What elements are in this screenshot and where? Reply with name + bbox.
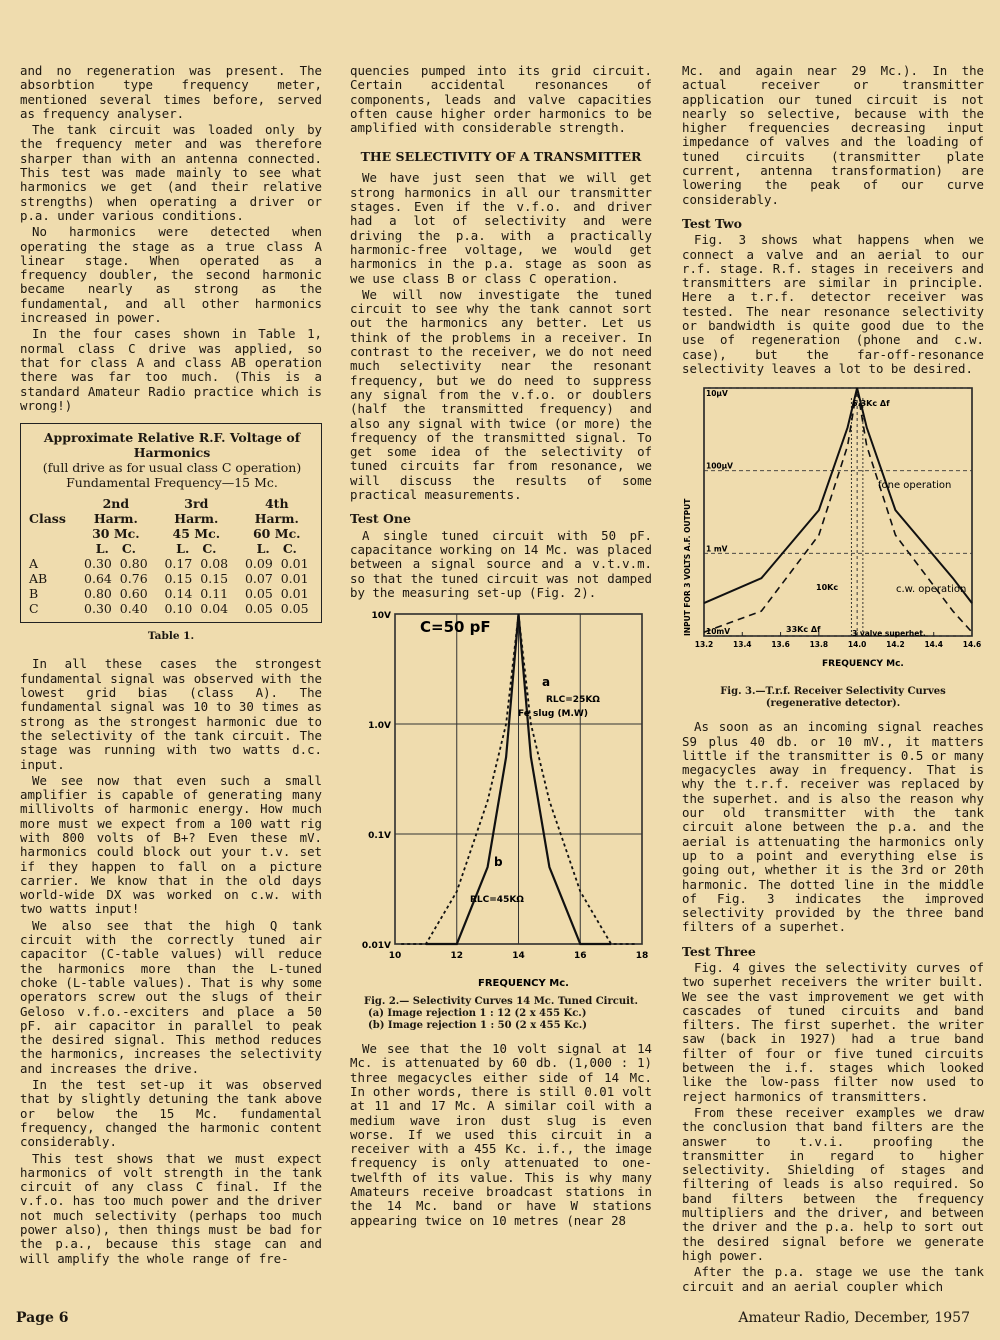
fig2-label-b: b xyxy=(494,855,503,870)
fig2-x-tick-label: 10 xyxy=(388,951,402,962)
subheading-test-two: Test Two xyxy=(682,215,743,231)
paragraph: The tank circuit was loaded only by the frequency meter and was therefore sharper than with an antenna connected. This test was made mainly to see what harmonics we get (and their relative strengths) when operating a driver or p.a. under various conditions. xyxy=(20,122,322,223)
fig3-label-63kc: 6.3Kc Δf xyxy=(852,399,890,409)
fig2-x-axis-label: FREQUENCY Mc. xyxy=(478,978,569,990)
paragraph: As soon as an incoming signal reaches S9 plus 40 db. or 10 mV., it matters little if the transmitter is 0.5 or many megacycles away in frequency. That is why the t.r.f. receiver was replaced by the superhet. and is also the reason why our old transmitter with the tank circuit alone between the p.a. and the aerial is attenuating the harmonics only up to a point and everything else is going out, whether it is the 3rd or 20th harmonic. The dotted line in the middle of Fig. 3 indicates the improved selectivity provided by the three band filters of a superhet. xyxy=(682,719,984,935)
fig3-y-tick-label: 10mV xyxy=(706,627,731,637)
table-1-box xyxy=(20,423,322,623)
subheading-test-one: Test One xyxy=(350,511,411,527)
fig2-y-tick-label: 1.0V xyxy=(368,721,391,732)
fig2-label-rlc-b: RLC=45KΩ xyxy=(470,895,524,906)
fig3-y-tick-label: 1 mV xyxy=(706,544,728,554)
table-fundamental: Fundamental Frequency—15 Mc. xyxy=(66,475,278,491)
table-cell: 0.30 0.80 xyxy=(84,556,148,572)
column-2 xyxy=(350,64,652,1230)
fig3-label-cw: c.w. operation xyxy=(896,584,967,596)
table-caption: Table 1. xyxy=(147,630,195,643)
fig2-y-tick-label: 0.1V xyxy=(368,831,391,842)
fig3-label-phone: fone operation xyxy=(878,480,952,492)
paragraph: In the test set-up it was observed that by slightly detuning the tank above or below the 15 Mc. fundamental frequency, changed the harmonic content considerably. xyxy=(20,1077,322,1150)
fig2-capacitance-label: C=50 pF xyxy=(420,618,491,637)
table-cell-class: B xyxy=(29,586,39,602)
table-cell: 0.05 0.05 xyxy=(244,601,309,617)
table-cell: 0.30 0.40 xyxy=(84,601,148,617)
column-1 xyxy=(20,64,322,1268)
table-row xyxy=(27,556,317,571)
paragraph: After the p.a. stage we use the tank circuit and an aerial coupler which xyxy=(682,1264,984,1294)
table-row xyxy=(27,571,317,586)
fig2-x-tick-label: 16 xyxy=(573,951,587,962)
paragraph: and no regeneration was present. The absorbtion type frequency meter, mentioned several times before, served as frequency analyser. xyxy=(20,63,322,121)
fig2-caption-text: Fig. 2.— Selectivity Curves 14 Mc. Tuned Circuit. xyxy=(363,996,639,1008)
paragraph: We see now that even such a small amplifier is capable of generating many millivolts of harmonic energy. How much more must we expect from a 100 watt rig with 800 volts of B+? Even these mV. harmonics could block out your t.v. set if they happen to fall on a picture carrier. We know that in the old days world-wide DX was worked on c.w. with two watts input! xyxy=(20,772,322,917)
paragraph: This test shows that we must expect harmonics of volt strength in the tank circuit of any class C final. If the v.f.o. has too much power and the driver not much selectivity (perhaps too much power also), then things must be bad for the p.a., because this stage can and will amplify the whole range of fre- xyxy=(20,1150,322,1266)
figure-2-chart xyxy=(350,604,652,994)
fig3-x-tick-label: 14.6 xyxy=(962,640,982,650)
table-subtitle: (full drive as for usual class C operation) xyxy=(42,460,302,476)
table-cell-class: A xyxy=(29,556,39,572)
table-header-cell: 60 Mc. xyxy=(252,526,301,542)
fig3-x-tick-label: 14.2 xyxy=(886,640,905,650)
fig3-x-tick-label: 13.8 xyxy=(809,640,829,650)
paragraph: We will now investigate the tuned circuit to see why the tank cannot sort out the harmonics any better. Let us think of the problems in a receiver. In contrast to the receiver, we do not need much selectivity near the resonant frequency, but we do need to suppress any signal from the v.f.o. or doublers (half the transmitted frequency) and also any signal with twice (or more) the frequency of the transmitted signal. To get some idea of the selectivity of tuned circuits far from resonance, we will discuss the results of some practical measurements. xyxy=(350,286,652,503)
paragraph: In all these cases the strongest fundamental signal was observed with the lowest grid bias (class A). The fundamental signal was 10 to 30 times as strong as the strongest harmonic due to the selectivity of the tank circuit. The stage was running with two watts d.c. input. xyxy=(20,656,322,772)
table-cell: 0.80 0.60 xyxy=(84,586,148,602)
fig2-label-rlc-a: RLC=25KΩ xyxy=(546,695,600,706)
paragraph: Fig. 3 shows what happens when we connect a valve and an aerial to our r.f. stage. R.f. stages in receivers and transmitters are similar in principle. Here a t.r.f. detector receiver was tested. The near resonance selectivity or bandwidth is quite good due to the use of regeneration (phone and c.w. case), but the far-off-resonance selectivity leaves a lot to be desired. xyxy=(682,232,984,376)
section-heading: THE SELECTIVITY OF A TRANSMITTER xyxy=(360,149,642,165)
table-header-cell: 2nd xyxy=(102,496,130,512)
table-cell: 0.09 0.01 xyxy=(244,556,309,572)
fig2-y-tick-label: 10V xyxy=(371,611,391,622)
table-header-cell: Harm. xyxy=(174,511,219,527)
journal-footer: Amateur Radio, December, 1957 xyxy=(738,1310,970,1326)
paragraph: No harmonics were detected when operating the stage as a true class A linear stage. When operated as a frequency doubler, the second harmonic became nearly as strong as the fundamental, and all other harmonics increased in power. xyxy=(20,224,322,326)
paragraph: quencies pumped into its grid circuit. Certain accidental resonances of components, leads and valve capacities often cause higher order harmonics to be amplified with considerable strength. xyxy=(350,63,652,136)
paragraph: In the four cases shown in Table 1, normal class C drive was applied, so that for class A and class AB operation there was far too much. (This is a standard Amateur Radio practice which is wrong!) xyxy=(20,326,322,413)
table-cell: 0.17 0.08 xyxy=(164,556,229,572)
table-cell: 0.07 0.01 xyxy=(244,571,309,587)
table-cell-class: AB xyxy=(29,571,48,587)
fig2-label-a: a xyxy=(542,675,551,690)
table-header-cell: Harm. xyxy=(254,511,299,527)
table-header-cell: 30 Mc. xyxy=(92,526,140,542)
subheading-test-three: Test Three xyxy=(682,943,756,959)
table-cell: 0.15 0.15 xyxy=(164,571,229,587)
fig3-y-axis-label: INPUT FOR 3 VOLTS A.F. OUTPUT xyxy=(683,498,692,637)
page-number: Page 6 xyxy=(16,1310,69,1326)
paragraph: Mc. and again near 29 Mc.). In the actual receiver or transmitter application our tuned circuit is not nearly so selective, because with the higher frequencies decreasing input impedance of valves and the loading of tuned circuits (transmitter plate current, antenna transformation) are lowering the peak of our curve considerably. xyxy=(682,63,984,207)
fig2-caption-a: (a) Image rejection 1 : 12 (2 x 455 Kc.) xyxy=(368,1008,587,1020)
paragraph: A single tuned circuit with 50 pF. capacitance working on 14 Mc. was placed between a signal source and a v.t.v.m. so that the tuned circuit was not damped by the measuring set-up (Fig. 2). xyxy=(350,527,652,600)
table-header-cell: L. C. xyxy=(176,541,217,557)
table-header-row xyxy=(27,526,317,541)
table-header-row xyxy=(27,511,317,526)
table-header-row xyxy=(27,541,317,556)
fig3-y-tick-label: 10μV xyxy=(706,389,728,399)
fig2-x-tick-label: 12 xyxy=(450,951,464,962)
paragraph: Fig. 4 gives the selectivity curves of two superhet receivers the writer built. We see the vast improvement we get with cascades of tuned circuits and band filters. The first superhet. the writer saw (back in 1927) had a true band filter of four or five tuned circuits between the i.f. stages which looked like the low-pass filter now used to reject harmonics of transmitters. xyxy=(682,959,984,1104)
fig3-x-tick-label: 14.4 xyxy=(924,640,943,650)
fig2-caption-b: (b) Image rejection 1 : 50 (2 x 455 Kc.) xyxy=(368,1020,588,1032)
fig3-x-tick-label: 13.6 xyxy=(771,640,790,650)
paragraph: We also see that the high Q tank circuit with the correctly tuned air capacitor (C-table values) will reduce the harmonics more than the L-tuned choke (L-table values). That is why some operators screw out the slugs of their Geloso v.f.o.-exciters and place a 50 pF. air capacitor in parallel to peak the desired signal. This method reduces the harmonics, increases the selectivity and increases the drive. xyxy=(20,917,322,1076)
fig3-label-33kc: 33Kc Δf xyxy=(786,625,821,635)
fig3-label-superhet: 3 valve superhet. xyxy=(852,629,926,639)
table-cell: 0.05 0.01 xyxy=(244,586,309,602)
paragraph: We have just seen that we will get strong harmonics in all our transmitter stages. Even if the v.f.o. and driver had a lot of selectivity and were driving the p.a. with a practically harmonic-free voltage, we would get harmonics in the p.a. stage as soon as we use class B or class C operation. xyxy=(350,170,652,286)
fig3-x-axis-label: FREQUENCY Mc. xyxy=(822,659,904,670)
fig3-series-c-w-operation xyxy=(704,388,972,603)
paragraph: From these receiver examples we draw the conclusion that band filters are the answer to t.v.i. proofing the transmitter in regard to higher selectivity. Shielding of stages and filtering of leads is also required. So band filters between the frequency multipliers and the driver, and between the driver and the p.a. help to sort out the desired signal before we generate high power. xyxy=(682,1104,984,1263)
table-header-cell: 3rd xyxy=(184,496,209,512)
table-header-row xyxy=(27,496,317,511)
table-cell: 0.14 0.11 xyxy=(164,586,229,602)
figure-3-chart xyxy=(682,384,984,684)
table-row xyxy=(27,586,317,601)
table-row xyxy=(27,601,317,616)
harmonics-table xyxy=(27,496,317,616)
table-header-cell xyxy=(27,496,76,511)
table-header-cell: Class xyxy=(29,511,66,527)
fig2-label-fe-slug: Fe slug (M.W) xyxy=(518,709,588,720)
table-header-cell: 45 Mc. xyxy=(172,526,221,542)
fig2-y-tick-label: 0.01V xyxy=(361,941,391,952)
table-header-cell: 4th xyxy=(264,496,289,512)
fig3-label-10kc: 10Kc xyxy=(816,583,839,593)
fig2-x-tick-label: 14 xyxy=(512,951,525,962)
table-title: Approximate Relative R.F. Voltage of Harmonics xyxy=(43,430,301,461)
column-3 xyxy=(682,64,984,1296)
fig3-x-tick-label: 14.0 xyxy=(847,640,867,650)
figure-2-caption xyxy=(350,996,652,1032)
table-header-cell: L. C. xyxy=(256,541,297,557)
fig3-x-tick-label: 13.2 xyxy=(694,640,714,650)
fig3-frame xyxy=(704,388,972,639)
table-cell-class: C xyxy=(29,601,39,617)
fig3-y-tick-label: 100μV xyxy=(706,461,733,471)
figure-3-caption: Fig. 3.—T.r.f. Receiver Selectivity Curves (regenerative detector). xyxy=(720,686,946,710)
table-header-cell xyxy=(27,541,76,556)
table-header-cell: Harm. xyxy=(93,511,138,527)
table-header-cell xyxy=(27,526,76,541)
fig3-x-tick-label: 13.4 xyxy=(733,640,752,650)
paragraph: We see that the 10 volt signal at 14 Mc. is attenuated by 60 db. (1,000 : 1) three megacycles either side of 14 Mc. In other words, there is still 0.01 volt at 11 and 17 Mc. A similar coil with a medium wave iron dust slug is even worse. If we used this circuit in a receiver with a 455 Kc. i.f., the image frequency is only attenuated to one-twelfth of its value. This is why many Amateurs receive broadcast stations in the 14 Mc. band or have W stations appearing twice on 10 metres (near 28 xyxy=(350,1041,652,1228)
fig2-x-tick-label: 18 xyxy=(635,951,649,962)
table-header-cell: L. C. xyxy=(95,541,136,557)
table-cell: 0.10 0.04 xyxy=(164,601,229,617)
table-cell: 0.64 0.76 xyxy=(84,571,148,587)
